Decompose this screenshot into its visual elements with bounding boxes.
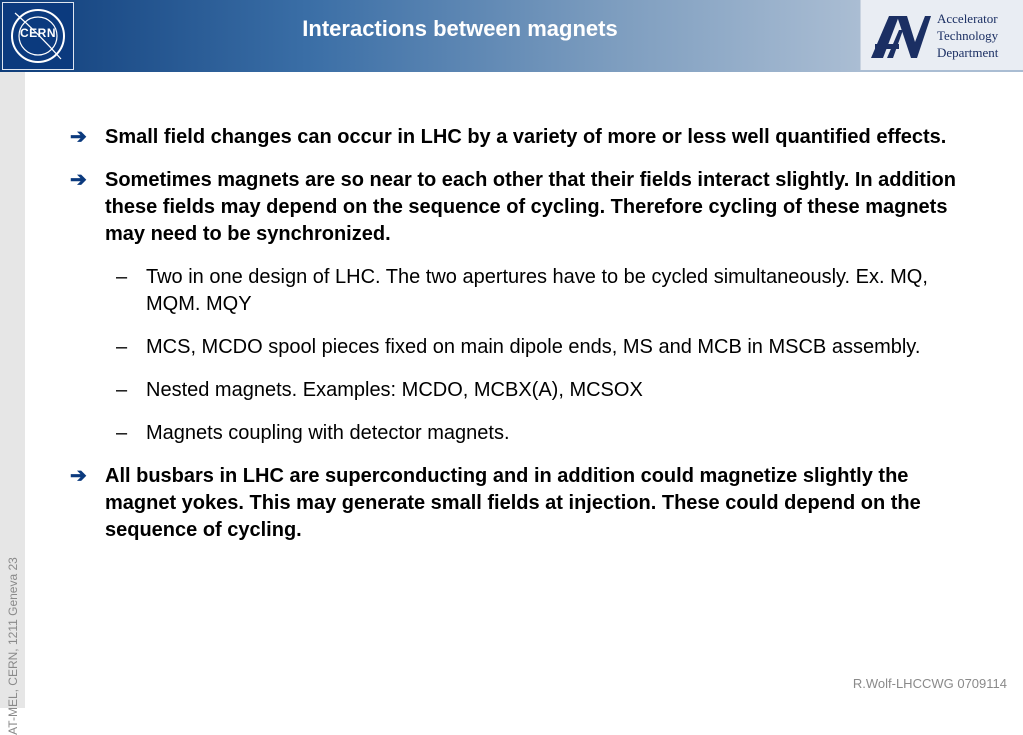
bullet-text: Small field changes can occur in LHC by a variety of more or less well quantified effects. bbox=[105, 126, 947, 148]
slide-title: Interactions between magnets bbox=[302, 16, 618, 41]
sub-bullet-text: Two in one design of LHC. The two apertures have to be cycled simultaneously. Ex. MQ, MQM. MQY bbox=[146, 266, 928, 315]
bullet-item bbox=[70, 463, 970, 544]
sub-bullet-item bbox=[70, 334, 970, 361]
slide-content bbox=[70, 124, 970, 560]
department-line-1: Accelerator bbox=[937, 11, 998, 26]
dash-marker: – bbox=[116, 266, 128, 288]
department-line-3: Department bbox=[937, 45, 999, 60]
dash-marker: – bbox=[116, 422, 128, 444]
dash-marker: – bbox=[116, 379, 128, 401]
department-logo bbox=[860, 0, 1023, 70]
dash-marker: – bbox=[116, 336, 128, 358]
cern-logo bbox=[2, 2, 74, 70]
bullet-item bbox=[70, 124, 970, 151]
cern-logo-text: CERN bbox=[19, 26, 56, 40]
sub-bullet-item bbox=[70, 420, 970, 447]
sidebar-address: AT-MEL, CERN, 1211 Geneva 23 bbox=[6, 557, 20, 735]
footer-author: R.Wolf-LHCCWG 0709114 bbox=[852, 676, 1007, 691]
bullet-text: All busbars in LHC are superconducting and in addition could magnetize slightly the magnet yokes. This may generate small fields at injection. These could depend on the sequence of cycling. bbox=[105, 465, 921, 541]
sub-bullet-text: Magnets coupling with detector magnets. bbox=[146, 422, 510, 444]
sub-bullet-item bbox=[70, 377, 970, 404]
sidebar bbox=[0, 72, 25, 735]
sub-bullet-text: MCS, MCDO spool pieces fixed on main dipole ends, MS and MCB in MSCB assembly. bbox=[146, 336, 921, 358]
department-name bbox=[937, 10, 998, 61]
arrow-right-icon: ➔ bbox=[70, 126, 87, 148]
bullet-item bbox=[70, 167, 970, 248]
atd-logo-icon bbox=[869, 12, 931, 60]
bullet-text: Sometimes magnets are so near to each other that their fields interact slightly. In addition these fields may depend on the sequence of cycling. Therefore cycling of these magnets may need to be synchronized. bbox=[105, 169, 956, 245]
arrow-right-icon: ➔ bbox=[70, 465, 87, 487]
sub-bullet-item bbox=[70, 264, 970, 318]
arrow-right-icon: ➔ bbox=[70, 169, 87, 191]
department-line-2: Technology bbox=[937, 28, 999, 43]
sub-bullet-text: Nested magnets. Examples: MCDO, MCBX(A), MCSOX bbox=[146, 379, 643, 401]
